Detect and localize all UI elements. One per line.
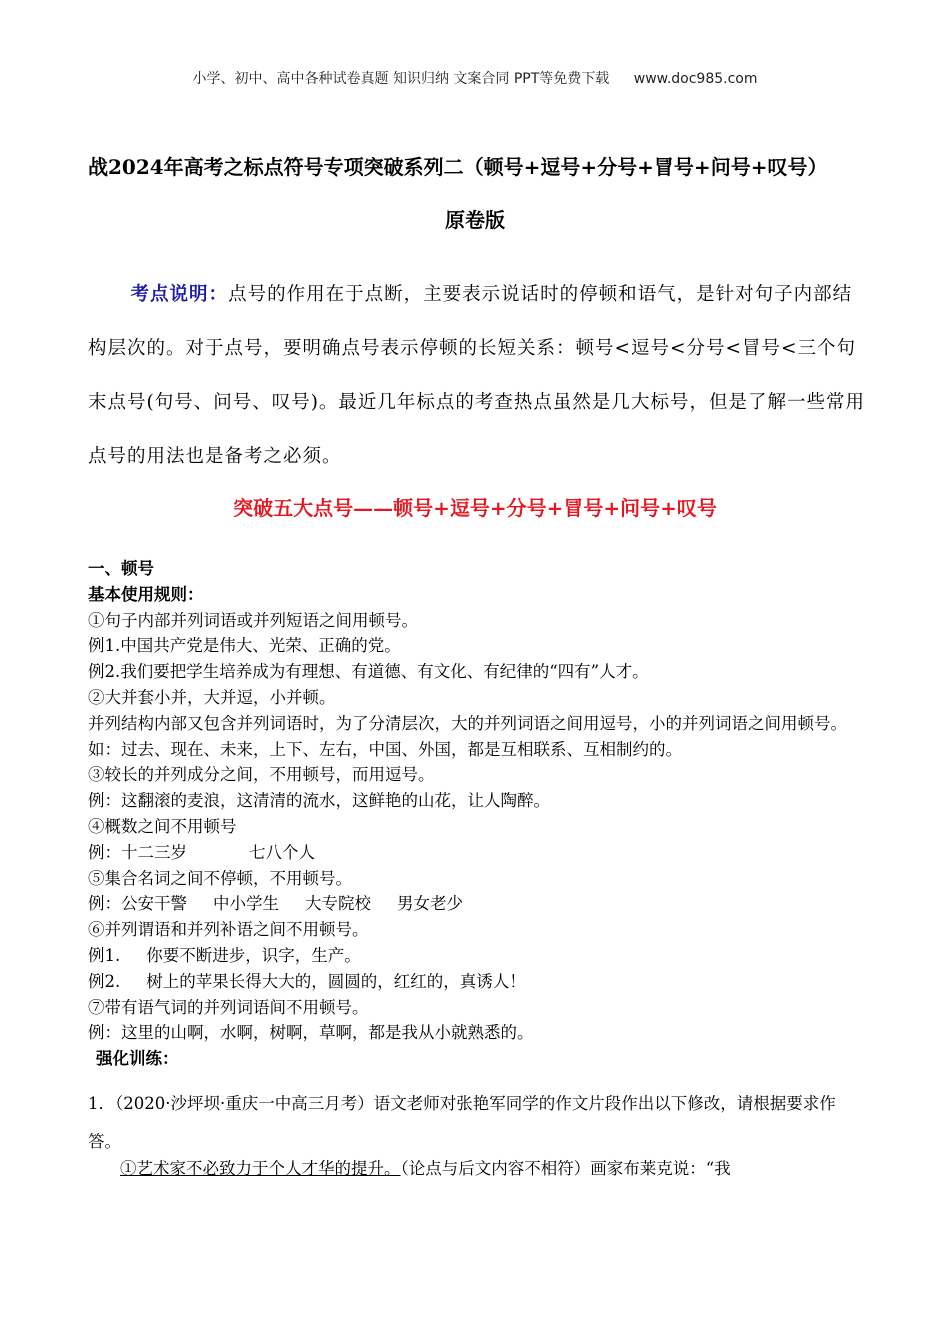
rule-7-example: 例：这里的山啊，水啊，树啊，草啊，都是我从小就熟悉的。 [88, 1023, 534, 1043]
rule-4: ④概数之间不用顿号 [88, 816, 237, 836]
rule-5: ⑤集合名词之间不停顿，不用顿号。 [88, 868, 352, 888]
heading-practice: 强化训练： [96, 1049, 179, 1069]
rule-2: ②大并套小并，大并逗，小并顿。 [88, 687, 336, 707]
rule-6-example-1-label: 例1. [88, 945, 121, 965]
intro-paragraph [88, 268, 868, 484]
heading-rules: 基本使用规则： [88, 584, 204, 604]
underlined-sentence: ①艺术家不必致力于个人才华的提升。 [120, 1159, 401, 1178]
rule-1-example-2: 例2.我们要把学生培养成为有理想、有道德、有文化、有纪律的“四有”人才。 [88, 662, 649, 682]
rule-4-example-a: 例：十二三岁 [88, 842, 187, 862]
section-heading: 突破五大点号——顿号+逗号+分号+冒号+问号+叹号 [233, 496, 717, 520]
rule-3-example: 例：这翻滚的麦浪，这清清的流水，这鲜艳的山花，让人陶醉。 [88, 791, 550, 811]
header-site-link[interactable]: www.doc985.com [633, 71, 758, 87]
rule-5-example-c: 大专院校 [305, 894, 371, 914]
rule-6: ⑥并列谓语和并列补语之间不用顿号。 [88, 920, 369, 940]
document-subtitle: 原卷版 [445, 208, 505, 232]
rule-6-example-2-label: 例2. [88, 971, 121, 991]
rule-5-example-d: 男女老少 [397, 894, 463, 914]
passage-rest: （论点与后文内容不相符）画家布莱克说：“我 [400, 1159, 731, 1178]
intro-label: 考点说明： [130, 284, 229, 305]
intro-text: 点号的作用在于点断，主要表示说话时的停顿和语气，是针对句子内部结构层次的。对于点号，要明确点号表示停顿的长短关系：顿号<逗号<分号<冒号<三个句末点号(句号、问号、叹号)。最近几年标点的考查热点虽然是几大标号，但是了解一些常用点号的用法也是备考之必须。 [88, 284, 865, 467]
heading-comma: 一、顿号 [88, 559, 154, 578]
header-text: 小学、初中、高中各种试卷真题 知识归纳 文案合同 PPT等免费下载 [192, 71, 610, 87]
rule-5-example-b: 中小学生 [213, 894, 279, 914]
question-1-passage [120, 1155, 880, 1179]
rule-5-example [88, 891, 868, 917]
rule-6-example-2-text: 树上的苹果长得大大的，圆圆的，红红的，真诱人！ [146, 971, 526, 991]
rule-4-example-b: 七八个人 [249, 842, 315, 862]
content-body [88, 556, 868, 1072]
page-header [0, 68, 950, 88]
rule-4-example [88, 840, 868, 866]
rule-1-example-1: 例1.中国共产党是伟大、光荣、正确的党。 [88, 636, 401, 656]
rule-3: ③较长的并列成分之间，不用顿号，而用逗号。 [88, 765, 435, 785]
question-1: 1．（2020·沙坪坝·重庆一中高三月考）语文老师对张艳军同学的作文片段作出以下修改，请根据要求作答。 [88, 1094, 836, 1151]
document-title: 战2024年高考之标点符号专项突破系列二（顿号+逗号+分号+冒号+问号+叹号） [88, 155, 828, 179]
rule-1: ①句子内部并列词语或并列短语之间用顿号。 [88, 610, 418, 630]
rule-2-example: 如：过去、现在、未来，上下、左右，中国、外国，都是互相联系、互相制约的。 [88, 739, 682, 759]
rule-2-description: 并列结构内部又包含并列词语时，为了分清层次，大的并列词语之间用逗号，小的并列词语之间用顿号。 [88, 713, 847, 733]
rule-5-example-a: 例：公安干警 [88, 894, 187, 914]
rule-6-example-1-text: 你要不断进步，识字，生产。 [146, 945, 361, 965]
rule-7: ⑦带有语气词的并列词语间不用顿号。 [88, 997, 369, 1017]
rule-6-example-1 [88, 943, 868, 969]
rule-6-example-2 [88, 969, 868, 995]
